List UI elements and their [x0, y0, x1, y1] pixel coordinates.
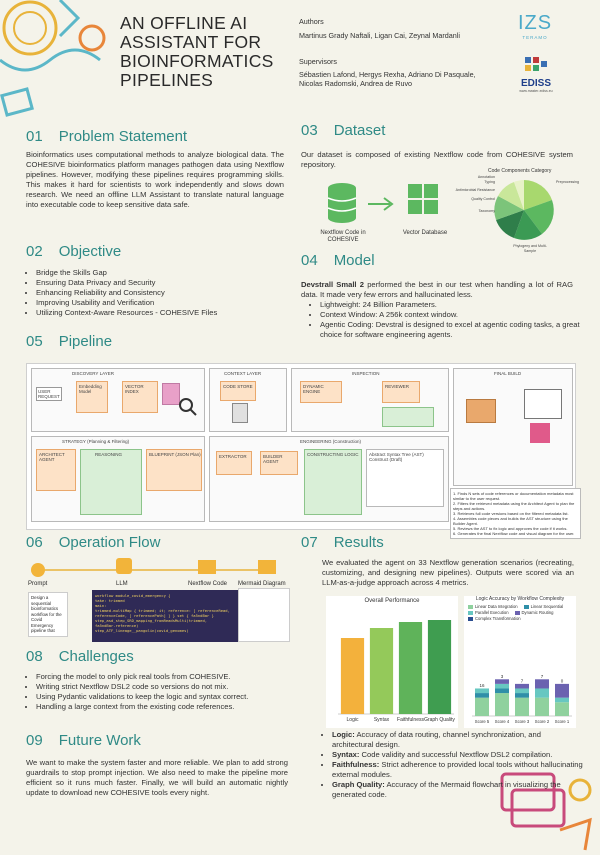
- context-layer: [209, 368, 287, 432]
- overall-performance-svg: [326, 606, 458, 730]
- section-problem-statement: [26, 128, 187, 145]
- bar: [370, 628, 393, 714]
- pipeline-note: 4. Assembles code pieces and builds the AST structure using the Builder Agent.: [453, 516, 568, 526]
- metric-desc: Code validity and successful Nextflow DSL2 compilation.: [359, 750, 553, 759]
- mermaid-icon: [530, 423, 550, 443]
- pie-label: Preprocessing: [556, 180, 579, 184]
- mermaid-diagram-preview: [238, 588, 290, 642]
- architect-agent-box: [36, 449, 76, 491]
- section-operation-flow: [26, 534, 160, 551]
- section-title: Dataset: [333, 122, 386, 139]
- legend-item: [468, 604, 518, 609]
- logic-accuracy-chart: [464, 596, 576, 728]
- challenge-item: • Forcing the model to only pick real tools from COHESIVE.: [36, 672, 298, 682]
- prompt-example: Design a sequential bioinformatics workflow for the Covid Emergency pipeline that: [28, 592, 68, 637]
- reasoning-box: [80, 449, 142, 515]
- ediss-logo-mark: [523, 55, 549, 73]
- llm-robot-icon: [116, 558, 132, 574]
- data-label: 16: [479, 682, 485, 688]
- ediss-logo-text: EDISS: [520, 78, 551, 89]
- pie-label: Quality Control: [471, 196, 495, 201]
- code-store-label: CODE STORE: [223, 384, 253, 389]
- section-objective: [26, 243, 121, 260]
- izs-logo-sub: TERAMO: [522, 35, 548, 40]
- pie-label: Typing: [484, 179, 495, 184]
- strategy-layer: [31, 436, 205, 522]
- pie-label: Antimicrobial Resistance: [455, 188, 495, 192]
- objective-item: • Utilizing Context-Aware Resources - COHESIVE Files: [36, 308, 296, 318]
- stacked-bar-segment: [555, 698, 569, 703]
- stacked-bar-segment: [495, 688, 509, 693]
- section-number: 08: [26, 648, 43, 665]
- reviewer-box: [382, 381, 420, 403]
- metric-name: Faithfulness:: [332, 760, 380, 769]
- section-title: Results: [333, 534, 384, 551]
- objective-list: [26, 268, 296, 318]
- flow-mermaid-label: Mermaid Diagram: [238, 581, 286, 587]
- embedding-box: [76, 381, 108, 413]
- validation-box: [382, 407, 434, 427]
- constructing-box: [304, 449, 362, 515]
- code-line: step_ATF_lineage__pangolin(covid_genomes): [95, 628, 189, 633]
- objective-item: • Improving Usability and Verification: [36, 298, 296, 308]
- extractor-label: EXTRACTOR: [219, 454, 247, 459]
- x-tick-label: Graph Quality: [424, 717, 455, 723]
- code-line: take: trimmed: [95, 598, 125, 603]
- stacked-bar-segment: [535, 688, 549, 697]
- db-label: Nextflow Code in COHESIVE: [320, 230, 366, 243]
- metric-item: [332, 730, 584, 750]
- strategy-label: STRATEGY (Planning & Filtering): [62, 439, 130, 444]
- vector-index-label: VECTOR INDEX: [125, 384, 144, 394]
- file-icon: [232, 403, 248, 423]
- blueprint-label: BLUEPRINT (JSON Plan): [149, 452, 201, 457]
- pipeline-note: 5. Reviews the AST to fix logic and approves the code if it works.: [453, 526, 568, 531]
- section-number: 07: [301, 534, 318, 551]
- supervisors-label: Supervisors: [299, 57, 337, 66]
- section-pipeline: [26, 333, 112, 350]
- challenge-item: • Writing strict Nextflow DSL2 code so versions do not mix.: [36, 682, 298, 692]
- objective-item: • Bridge the Skills Gap: [36, 268, 296, 278]
- section-results: [301, 534, 384, 551]
- architect-agent-label: ARCHITECT AGENT: [39, 452, 65, 462]
- legend-swatch: [515, 611, 520, 615]
- code-line: step_asd_step_SRD_mapping_fromReadsMulti(trimmed, fa5ndBar.reference): [95, 618, 208, 628]
- terminal-icon: [198, 560, 216, 574]
- x-tick-label: Logic: [346, 717, 359, 723]
- prompt-icon: [31, 563, 45, 577]
- chart-title: Logic Accuracy by Workflow Complexity: [475, 596, 565, 602]
- x-tick-label: Score 5: [474, 719, 490, 724]
- section-number: 09: [26, 732, 43, 749]
- objective-item: • Ensuring Data Privacy and Security: [36, 278, 296, 288]
- section-title: Pipeline: [58, 333, 113, 350]
- pie-label: Taxonomy: [478, 209, 495, 213]
- challenges-list: [26, 672, 298, 712]
- stacked-bar-segment: [535, 698, 549, 716]
- section-number: 04: [301, 252, 318, 269]
- ast-box: [366, 449, 444, 507]
- section-model: [301, 252, 375, 269]
- diagram-icon: [258, 560, 276, 574]
- vector-db-label: Vector Database: [402, 230, 448, 236]
- flow-prompt-label: Prompt: [28, 581, 48, 587]
- bar: [399, 622, 422, 714]
- blueprint-box: [146, 449, 202, 491]
- legend-item: [468, 616, 521, 621]
- legend-swatch: [468, 611, 473, 615]
- stacked-bar-segment: [475, 698, 489, 716]
- code-line: workflow module_covid_emergency {: [95, 593, 171, 598]
- data-label: 3: [500, 673, 504, 679]
- pipeline-note: 3. Retrieves full code versions based on the filtered metadata list.: [453, 511, 569, 516]
- code-line: main:: [95, 603, 107, 608]
- pipeline-note: 1. Finds N sets of code references or documentation metadata most similar to the user request.: [453, 491, 574, 501]
- stacked-bar-segment: [515, 684, 529, 689]
- magnifier-icon: [178, 397, 198, 417]
- pie-labels-left: [455, 175, 495, 214]
- code-line: trimmed.multiMap { trimmed; it; reference: [ referenceRead, referenceCode, [ referencePath] ] } set { fa5ndBar }: [95, 608, 230, 618]
- legend-label: Linear Sequential: [530, 604, 564, 609]
- reasoning-label: REASONING: [95, 452, 123, 457]
- constructing-label: CONSTRUCTING LOGIC: [307, 452, 359, 457]
- dataset-text: Our dataset is composed of existing Nextflow code from COHESIVE system repository.: [301, 150, 573, 169]
- logic-accuracy-svg: [464, 632, 576, 728]
- inspection-layer: [291, 368, 449, 432]
- section-title: Challenges: [58, 648, 134, 665]
- flow-llm-label: LLM: [116, 581, 128, 587]
- metric-item: [332, 760, 584, 780]
- stacked-bar-segment: [515, 698, 529, 716]
- dynamic-engine-label: DYNAMIC ENGINE: [303, 384, 324, 394]
- section-challenges: [26, 648, 134, 665]
- problem-statement-text: Bioinformatics uses computational methods to analyze biological data. The COHESIVE bioinformatics platform manages pathogen data using Nextflow pipelines. However, modifying these pipelines requires programming skills. This makes it hard for scientists to work independently and slows down research. We need an offline LLM Assistant to translate natural language into executable code to keep sensitive data safe.: [26, 150, 284, 209]
- x-tick-label: Score 2: [534, 719, 550, 724]
- final-build-layer: [453, 368, 573, 486]
- pie-label: Annotation: [477, 175, 495, 179]
- discovery-layer: [31, 368, 205, 432]
- legend-label: Complex Transformation: [475, 616, 521, 621]
- user-request: USER REQUEST: [36, 387, 62, 401]
- chart-legend: [468, 604, 576, 621]
- pipeline-note: 2. Filters the retrieved metadata using the Architect Agent to plan the steps and actions.: [453, 501, 575, 511]
- future-work-text: We want to make the system faster and more reliable. We plan to add strong guardrails to stop prompt injection. We also need to make the pipeline more efficient so it runs much faster. Finally, we will build an automatic nightly update to download new COHESIVE tools every night.: [26, 758, 288, 797]
- legend-label: Dynamic Routing: [521, 610, 554, 615]
- legend-swatch: [524, 605, 529, 609]
- code-example: [92, 590, 238, 642]
- legend-item: [515, 610, 554, 615]
- objective-item: • Enhancing Reliability and Consistency: [36, 288, 296, 298]
- section-future-work: [26, 732, 141, 749]
- metric-name: Graph Quality:: [332, 780, 385, 789]
- section-number: 01: [26, 128, 43, 145]
- model-list: [310, 300, 582, 340]
- stacked-bar-segment: [555, 684, 569, 698]
- section-number: 06: [26, 534, 43, 551]
- discovery-label: DISCOVERY LAYER: [72, 371, 115, 376]
- legend-item: [524, 604, 564, 609]
- embedding-label: Embedding Model: [79, 384, 102, 394]
- extractor-box: [216, 451, 252, 475]
- metric-item: [332, 780, 584, 800]
- pie-label: Phylogeny and Multi-Sample: [513, 244, 547, 253]
- stacked-bar-segment: [555, 702, 569, 716]
- pipeline-note: 6. Generates the final Nextflow code and visual diagram for the user.: [453, 531, 575, 536]
- stacked-bar-segment: [535, 679, 549, 688]
- stacked-bar-segment: [495, 693, 509, 716]
- context-label: CONTEXT LAYER: [224, 371, 262, 376]
- builder-agent-box: [260, 451, 298, 475]
- code-preview-icon: [524, 389, 562, 419]
- chart-title: Overall Performance: [364, 598, 420, 604]
- model-item: • Lightweight: 24 Billion Parameters.: [320, 300, 582, 310]
- stacked-bar-segment: [495, 679, 509, 684]
- section-number: 02: [26, 243, 43, 260]
- final-build-label: FINAL BUILD: [494, 371, 522, 376]
- poster-title: AN OFFLINE AI ASSISTANT FOR BIOINFORMATICS PIPELINES: [120, 13, 274, 90]
- pie-title: Code Components Category: [488, 168, 552, 174]
- top-left-decoration: [0, 0, 120, 120]
- metric-name: Syntax:: [332, 750, 360, 759]
- ediss-logo-sub: www.master-ediss.eu: [519, 89, 553, 93]
- section-title: Operation Flow: [58, 534, 161, 551]
- section-title: Model: [333, 252, 375, 269]
- section-title: Problem Statement: [58, 128, 188, 145]
- stacked-bar-segment: [515, 688, 529, 693]
- data-label: 7: [520, 678, 524, 684]
- legend-swatch: [468, 617, 473, 621]
- legend-label: Parallel Execution: [475, 610, 509, 615]
- x-tick-label: Score 4: [494, 719, 510, 724]
- engineering-label: ENGINEERING (Construction): [300, 439, 362, 444]
- section-title: Future Work: [58, 732, 141, 749]
- section-dataset: [301, 122, 385, 139]
- data-label: 7: [540, 673, 544, 679]
- stacked-bar-segment: [475, 688, 489, 693]
- reviewer-label: REVIEWER: [385, 384, 410, 389]
- challenge-item: • Handling a large context from the existing code references.: [36, 702, 298, 712]
- legend-label: Linear Data Integration: [475, 604, 518, 609]
- overall-performance-chart: [326, 596, 458, 728]
- metrics-list: [322, 730, 584, 800]
- dynamic-engine-box: [300, 381, 342, 403]
- section-title: Objective: [58, 243, 122, 260]
- metric-desc: Accuracy of data routing, channel synchronization, and architectural design.: [332, 730, 541, 749]
- vector-index-box: [122, 381, 158, 413]
- stacked-bar-segment: [475, 693, 489, 698]
- izs-logo: [515, 12, 555, 40]
- supervisors-names: Sébastien Lafond, Hergys Rexha, Adriano Di Pasquale, Nicolas Radomski, Andrea de Ruvo: [299, 70, 476, 88]
- builder-agent-label: BUILDER AGENT: [263, 454, 283, 464]
- ediss-logo: [512, 55, 560, 93]
- challenge-item: • Using Pydantic validations to keep the logic and syntax correct.: [36, 692, 298, 702]
- model-name: Devstrall Small 2: [301, 280, 364, 289]
- model-text: [301, 280, 573, 300]
- section-number: 05: [26, 333, 43, 350]
- legend-item: [468, 610, 509, 615]
- x-tick-label: Score 1: [554, 719, 570, 724]
- bar: [428, 620, 451, 714]
- model-desc: performed the best in our test when handling a lot of RAG data. It made very few errors and hallucinated less.: [301, 280, 573, 299]
- x-tick-label: Faithfulness: [397, 717, 424, 723]
- database-icon: [328, 183, 356, 223]
- results-text: We evaluated the agent on 33 Nextflow generation scenarios (recreating, customizing, and designing new pipelines). Outputs were scored via an LLM-as-a-judge approach across 4 metrics.: [322, 558, 574, 587]
- izs-logo-text: IZS: [517, 12, 553, 34]
- data-label: 0: [560, 678, 564, 684]
- pipeline-notes: [450, 488, 581, 539]
- model-item: • Agentic Coding: Devstral is designed to excel at agentic coding tasks, a great choice for software engineering agents.: [320, 320, 582, 340]
- metric-name: Logic:: [332, 730, 355, 739]
- pie-chart: [484, 176, 564, 246]
- metric-desc: Accuracy of the Mermaid flowchart in visualizing the generated code.: [332, 780, 561, 799]
- authors-label: Authors: [299, 17, 324, 26]
- terminal-icon: [466, 399, 496, 423]
- inspection-label: INSPECTION: [352, 371, 380, 376]
- stacked-bar-segment: [515, 693, 529, 698]
- section-number: 03: [301, 122, 318, 139]
- code-store-box: [220, 381, 256, 401]
- ast-label: Abstract Syntax Tree (AST) Construct (Draft): [369, 452, 424, 462]
- model-item: • Context Window: A 256k context window.: [320, 310, 582, 320]
- x-tick-label: Score 3: [514, 719, 530, 724]
- engineering-layer: [209, 436, 449, 522]
- metric-desc: Strict adherence to provided local tools without hallucinating external modules.: [332, 760, 583, 779]
- flow-nextflow-label: Nextflow Code: [188, 581, 228, 587]
- x-tick-label: Syntax: [373, 717, 390, 723]
- dataset-flow-graphic: [320, 180, 460, 230]
- arrow-icon: [368, 198, 392, 210]
- legend-swatch: [468, 605, 473, 609]
- authors-names: Martinus Grady Naftali, Ligan Cai, Zeynal Mardanli: [299, 31, 460, 40]
- bar: [341, 638, 364, 714]
- metric-item: [332, 750, 584, 760]
- vector-db-icon: [408, 184, 438, 214]
- stacked-bar-segment: [495, 684, 509, 689]
